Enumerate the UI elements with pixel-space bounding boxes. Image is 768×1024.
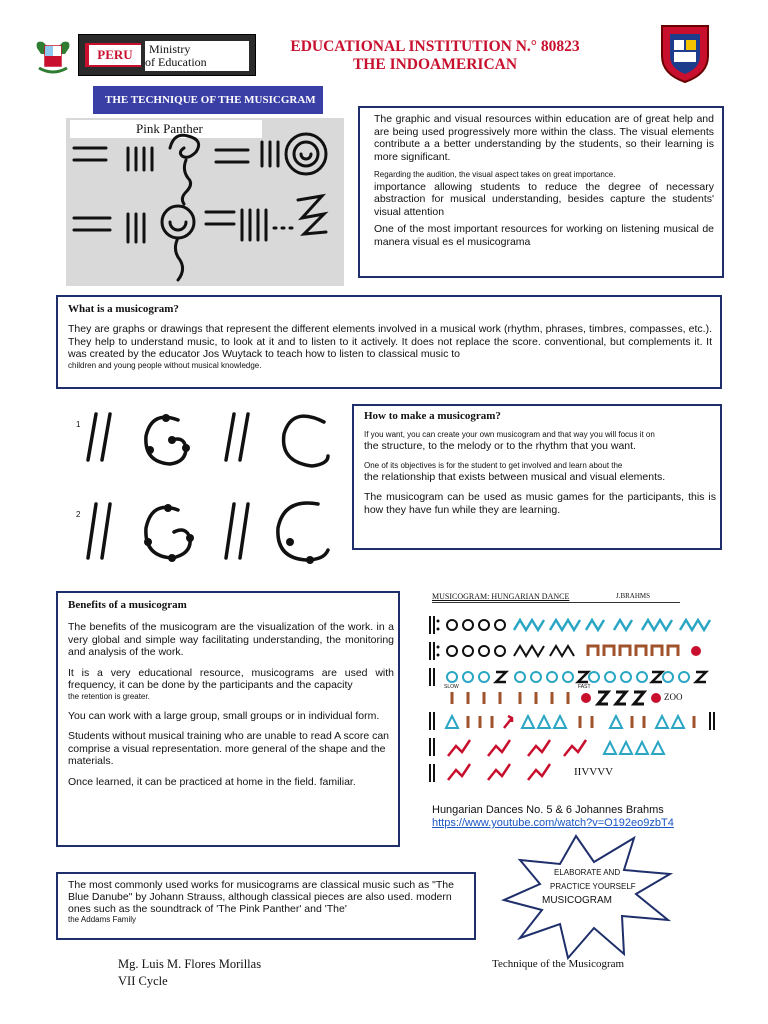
ministry-line2: of Education	[145, 55, 207, 69]
ministry-logo	[78, 34, 256, 76]
what-text: They are graphs or drawings that represent the different elements involved in a musical work (rhythm, phrases, timbres, compasses, etc.). They help to understand music, to look at it and to listen to it actively. It does not replace the score. conventional, but complements it. It was created by the educator Jos Wuytack to teach how to listen to classical music to	[68, 323, 712, 360]
benefits-heading: Benefits of a musicogram	[68, 599, 187, 611]
practice-star	[498, 830, 676, 962]
label-slow: SLOW	[444, 684, 459, 690]
benefits-paragraph-4: Students without musical training who are unable to read A score can comprise a visual representation. more general of the shape and the materials.	[68, 730, 390, 767]
label-roman: IIVVVV	[574, 766, 614, 778]
footer-cycle: VII Cycle	[118, 974, 168, 988]
pink-panther-sketch	[66, 118, 344, 286]
works-text-small: the Addams Family	[68, 915, 137, 924]
star-line2: PRACTICE YOURSELF	[550, 882, 636, 891]
how-paragraph-1-small: If you want, you can create your own musicogram and that way you will focus it on	[364, 430, 655, 439]
musicogram-caption: Hungarian Dances No. 5 & 6 Johannes Brahms	[432, 804, 664, 816]
works-box	[56, 872, 476, 940]
hungarian-dance-musicogram	[424, 588, 724, 788]
example-label-1: 1	[76, 420, 81, 429]
benefits-paragraph-1: The benefits of the musicogram are the visualization of the work. in a very global and simple way facilitating understanding, the monitoring and analysis of the work.	[68, 621, 394, 658]
intro-paragraph-2: importance allowing students to reduce the degree of necessary abstraction for musical understanding, besides capture the students' visual attention	[374, 180, 714, 218]
intro-paragraph-3: One of the most important resources for working on listening musical de manera visual es el musicograma	[374, 223, 714, 248]
benefits-paragraph-2-small: the retention is greater.	[68, 691, 150, 701]
benefits-box	[56, 591, 400, 847]
what-is-musicogram-box	[56, 295, 722, 389]
benefits-paragraph-5: Once learned, it can be practiced at home in the field. familiar.	[68, 775, 356, 788]
footer-right: Technique of the Musicogram	[492, 958, 625, 970]
musicogram-composer: J.BRAHMS	[616, 592, 651, 600]
star-line1: ELABORATE AND	[554, 868, 621, 877]
ministry-line1: Ministry	[149, 42, 191, 56]
how-paragraph-3: The musicogram can be used as music games for the participants, this is how they have fun while they are learning.	[364, 491, 716, 516]
musicogram-title: MUSICOGRAM: HUNGARIAN DANCE	[432, 592, 570, 601]
institution-title	[250, 38, 620, 74]
benefits-paragraph-3: You can work with a large group, small groups or in individual form.	[68, 709, 380, 722]
footer-author: Mg. Luis M. Flores Morillas	[118, 957, 262, 971]
how-to-make-box	[352, 404, 722, 550]
works-text: The most commonly used works for musicograms are classical music such as "The Blue Danube" by Johann Strauss, although classical pieces are also used. modern ones such as the soundtrack of 'The Pink Panther' and 'The'	[68, 879, 454, 915]
how-paragraph-2: the relationship that exists between musical and visual elements.	[364, 470, 666, 483]
pink-panther-musicogram-photo	[66, 118, 344, 286]
institution-line2: THE INDOAMERICAN	[352, 56, 518, 73]
star-line3: MUSICOGRAM	[542, 895, 612, 906]
intro-box	[358, 106, 724, 278]
how-paragraph-2-small: One of its objectives is for the student to get involved and learn about the	[364, 460, 623, 470]
intro-paragraph-1: The graphic and visual resources within education are of great help and are being used progressively more within the class. The visual elements contribute a a better understanding by the students, so their learning is more significant.	[374, 113, 714, 163]
label-fast: FAST	[578, 684, 591, 690]
what-heading: What is a musicogram?	[68, 303, 179, 315]
title-banner: THE TECHNIQUE OF THE MUSICGRAM	[93, 86, 323, 114]
label-zoo: ZOO	[664, 692, 683, 702]
peru-label: PERU	[89, 45, 141, 65]
how-paragraph-1: the structure, to the melody or to the rhythm that you want.	[364, 440, 636, 452]
photo-caption: Pink Panther	[70, 120, 262, 138]
what-text-small: children and young people without musical knowledge.	[68, 360, 262, 370]
institution-line1: EDUCATIONAL INSTITUTION N.° 80823	[290, 38, 580, 55]
youtube-link[interactable]: https://www.youtube.com/watch?v=O192eo9zbT4	[432, 817, 674, 829]
intro-paragraph-2-small: Regarding the audition, the visual aspect takes on great importance.	[374, 170, 616, 179]
benefits-paragraph-2: It is a very educational resource, musicograms are used with frequency, it can be done by the participants and the capacity	[68, 666, 394, 691]
musicogram-symbols	[424, 588, 724, 788]
how-heading: How to make a musicogram?	[364, 410, 501, 422]
peru-coat-of-arms-icon	[33, 38, 73, 76]
example-label-2: 2	[76, 510, 81, 519]
school-shield-icon	[656, 22, 714, 84]
musicogram-example-sketches	[66, 400, 346, 575]
